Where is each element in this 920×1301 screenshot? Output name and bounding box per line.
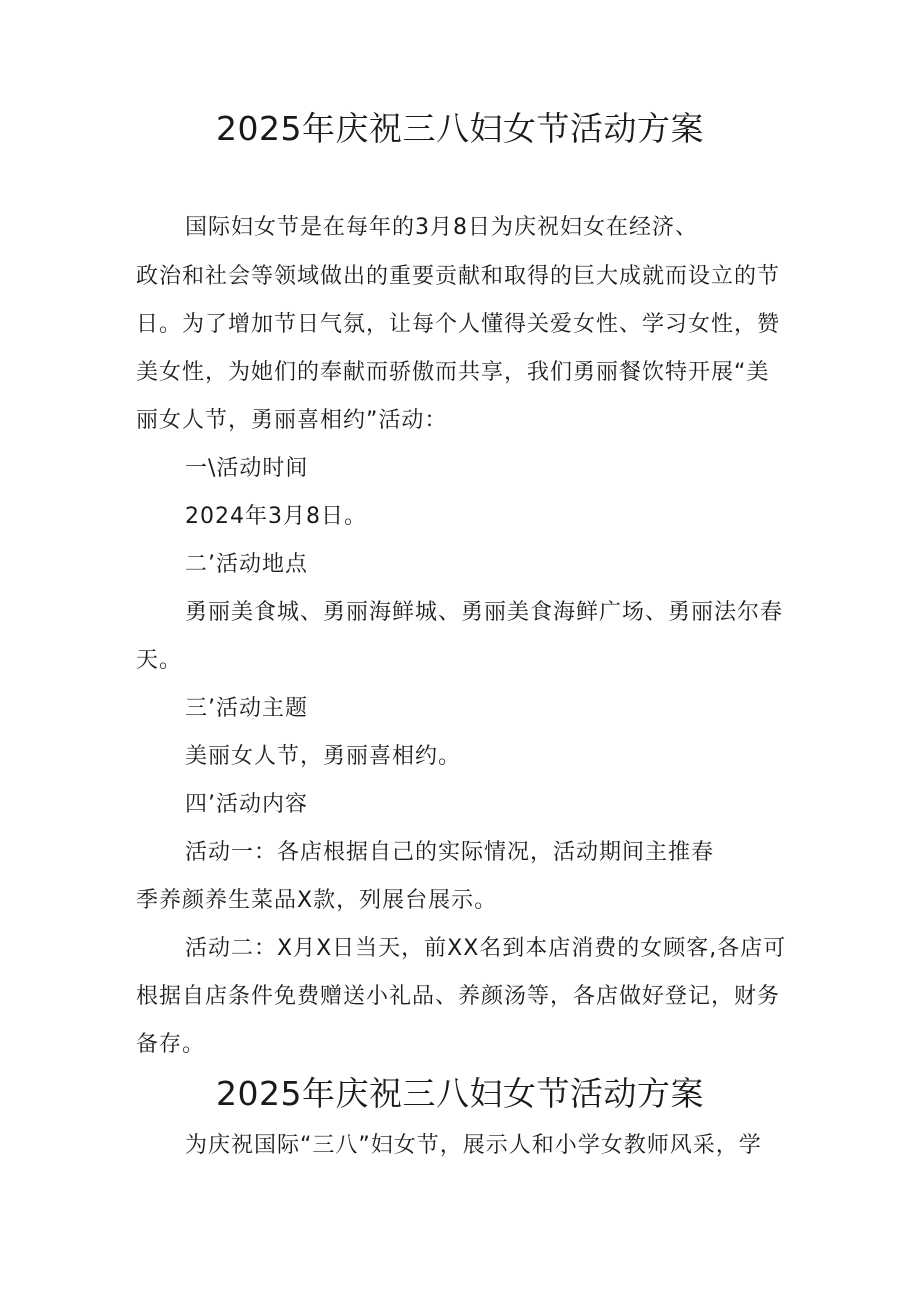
second-document-title: 2025年庆祝三八妇女节活动方案: [216, 1074, 704, 1113]
section-3-body: 美丽女人节，勇丽喜相约。: [185, 744, 462, 769]
intro-line-3: 日。为了增加节日气氛，让每个人懂得关爱女性、学习女性，赞: [136, 312, 781, 337]
intro-line-1: 国际妇女节是在每年的3月8日为庆祝妇女在经济、: [185, 215, 698, 240]
second-intro-line: 为庆祝国际“三八”妇女节，展示人和小学女教师风采，学: [185, 1133, 762, 1158]
intro-line-2: 政治和社会等领域做出的重要贡献和取得的巨大成就而设立的节: [136, 264, 781, 289]
section-1-heading: 一\活动时间: [185, 456, 309, 481]
activity-2-line-3: 备存。: [136, 1032, 206, 1057]
section-2-heading: 二’活动地点: [185, 552, 308, 577]
document-title: 2025年庆祝三八妇女节活动方案: [216, 109, 704, 148]
section-2-body-line-1: 勇丽美食城、勇丽海鲜城、勇丽美食海鲜广场、勇丽法尔春: [185, 600, 784, 625]
activity-1-line-2: 季养颜养生菜品X款，列展台展示。: [136, 888, 498, 913]
section-4-heading: 四’活动内容: [185, 792, 308, 817]
activity-2-line-1: 活动二：X月X日当天，前XX名到本店消费的女顾客,各店可: [185, 936, 787, 961]
section-1-body: 2024年3月8日。: [185, 504, 367, 529]
activity-1-line-1: 活动一：各店根据自己的实际情况，活动期间主推春: [185, 840, 715, 865]
activity-2-line-2: 根据自店条件免费赠送小礼品、养颜汤等，各店做好登记，财务: [136, 984, 781, 1009]
intro-line-4: 美女性，为她们的奉献而骄傲而共享，我们勇丽餐饮特开展“美: [136, 360, 770, 385]
section-2-body-line-2: 天。: [136, 648, 183, 673]
section-3-heading: 三’活动主题: [185, 696, 308, 721]
intro-line-5: 丽女人节，勇丽喜相约”活动：: [136, 408, 448, 433]
